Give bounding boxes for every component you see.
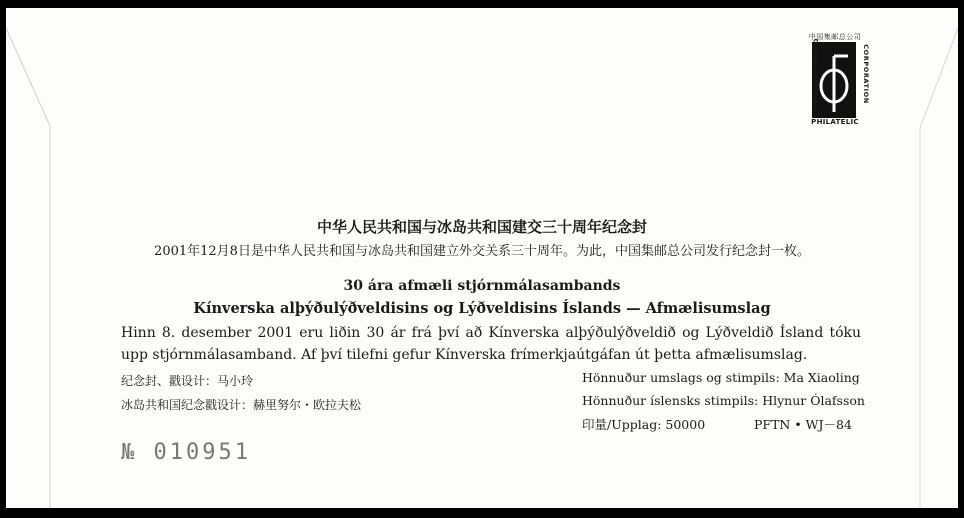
zh-cover-designer-credit: 纪念封、戳设计：马小玲	[121, 374, 254, 388]
icelandic-title-line1: 30 ára afmæli stjórnmálasambands	[343, 278, 621, 294]
logo-left-text: CHINA NATIONAL	[811, 38, 820, 110]
logo-bottom-text: PHILATELIC	[811, 118, 859, 126]
logo-right-text: CORPORATION	[861, 44, 870, 104]
icelandic-title-line2: Kínverska alþýðulýðveldisins og Lýðveldisins Íslands — Afmælisumslag	[193, 300, 771, 317]
chinese-title: 中华人民共和国与冰岛共和国建交三十周年纪念封	[316, 218, 647, 236]
is-cover-designer-credit: Hönnuður umslags og stimpils: Ma Xiaoling	[582, 370, 860, 385]
zh-iceland-designer-credit: 冰岛共和国纪念戳设计：赫里努尔・欧拉夫松	[121, 398, 362, 412]
envelope-back	[6, 8, 958, 508]
logo-chinese-text: 中国集邮总公司	[808, 33, 862, 41]
icelandic-body-text: Hinn 8. desember 2001 eru liðin 30 ár frá því að Kínverska alþýðulýðveldið og Lýðveldið Ísland tóku upp stjórnmálasamband. Af því tilefni gefur Kínverska frímerkjaútgáfan út þetta afmælisumslag.	[121, 325, 861, 363]
issue-code: PFTN • WJ－84	[754, 417, 852, 432]
chinese-description: 2001年12月8日是中华人民共和国与冰岛共和国建立外交关系三十周年。为此，中国集邮总公司发行纪念封一枚。	[154, 244, 810, 259]
print-run: 印量/Upplag: 50000	[582, 417, 706, 432]
serial-number: № 010951	[121, 440, 251, 465]
philatelic-corporation-logo	[802, 32, 868, 128]
is-stamp-designer-credit: Hönnuður íslensks stimpils: Hlynur Ólafsson	[582, 393, 865, 408]
